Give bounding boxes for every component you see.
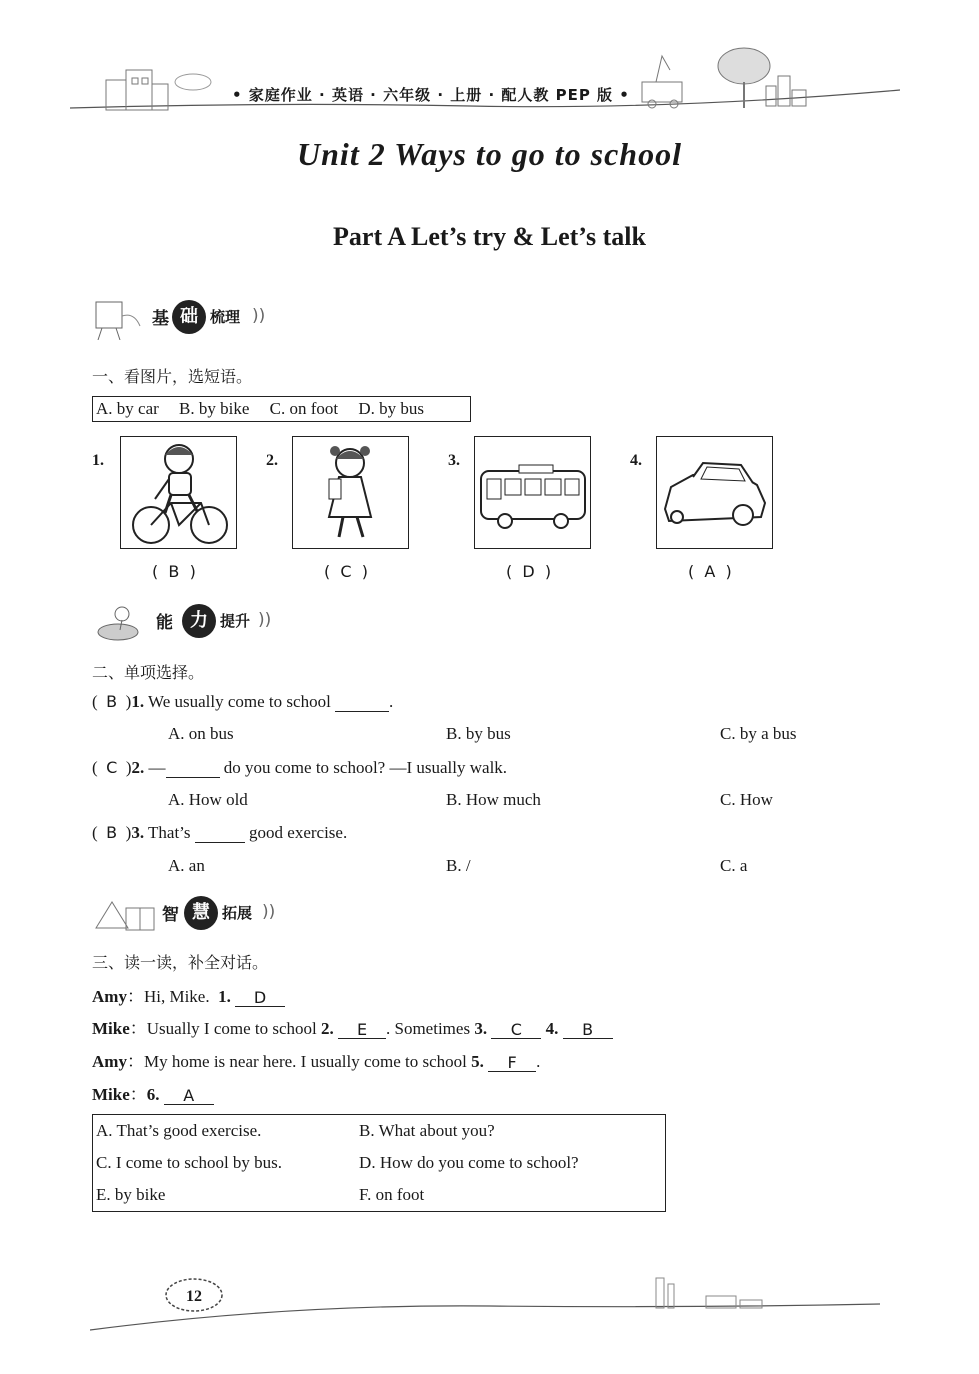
dialogue-line-1: Amy：Hi, Mike. 1. D	[92, 982, 285, 1007]
q1-option-a: A. by car	[96, 399, 159, 418]
dialogue-blank-3: C	[491, 1020, 541, 1039]
section-rest: 梳理	[210, 308, 241, 326]
dialogue-line-2: Mike：Usually I come to school 2. E . Sometimes 3. C 4. B	[92, 1014, 613, 1039]
speaker-mike: Mike	[92, 1085, 130, 1104]
q2-item-3-choice-c: C. a	[720, 856, 748, 875]
blackboard-icon	[92, 296, 142, 340]
q1-option-d: D. by bus	[358, 399, 425, 418]
section-badge-wisdom	[92, 892, 292, 936]
dialogue-line-3: Amy：My home is near here. I usually come to school 5. F .	[92, 1052, 541, 1072]
q3-option-d: D. How do you come to school?	[359, 1153, 579, 1172]
section-char-1: 能	[156, 613, 173, 633]
speaker-amy: Amy	[92, 987, 127, 1006]
q2-item-3: ( B )3. That’s good exercise.	[92, 823, 348, 842]
snail-icon	[92, 600, 148, 644]
q2-item-3-answer: B	[106, 823, 118, 842]
q3-option-f: F. on foot	[359, 1185, 425, 1204]
header-series-title: • 家庭作业 · 英语 · 六年级 · 上册 · 配人教 PEP 版 •	[232, 86, 630, 104]
dialogue-blank-4: B	[563, 1020, 613, 1039]
section-char-2: 慧	[184, 896, 218, 930]
unit-title: Unit 2 Ways to go to school	[297, 136, 682, 172]
q3-option-b: B. What about you?	[359, 1121, 495, 1140]
q3-option-e: E. by bike	[96, 1185, 166, 1204]
bus-picture	[474, 436, 591, 549]
wave-icon: ))	[262, 902, 276, 922]
q1-item-3-number: 3.	[448, 452, 460, 469]
speaker-mike: Mike	[92, 1019, 130, 1038]
q2-item-3-choice-b: B. /	[446, 856, 471, 875]
q3-option-c: C. I come to school by bus.	[96, 1153, 283, 1172]
house-illustration	[98, 62, 228, 114]
section-char-1: 智	[162, 905, 179, 925]
q1-option-b: B. by bike	[179, 399, 250, 418]
q1-item-4-answer: ( A )	[688, 562, 732, 581]
section-rest: 拓展	[222, 904, 253, 922]
section-char-2: 础	[172, 300, 206, 334]
q2-item-1: ( B )1. We usually come to school .	[92, 692, 394, 711]
q3-options-table	[92, 1114, 666, 1212]
section-badge-basic	[92, 296, 282, 340]
q1-item-4-number: 4.	[630, 452, 642, 469]
wave-icon: ))	[252, 306, 266, 326]
section-char-2: 力	[182, 604, 216, 638]
dialogue-blank-6: A	[164, 1086, 214, 1105]
q2-item-1-choice-c: C. by a bus	[720, 724, 797, 743]
tree-and-car-illustration	[636, 46, 816, 110]
q2-item-2-choice-b: B. How much	[446, 790, 541, 809]
page-number: 12	[186, 1288, 202, 1305]
dialogue-blank-5: F	[488, 1053, 536, 1072]
wave-icon: ))	[258, 610, 272, 630]
q2-item-1-choice-b: B. by bus	[446, 724, 511, 743]
girl-walking-picture	[292, 436, 409, 549]
q3-title: 三、读一读，补全对话。	[92, 953, 269, 972]
dialogue-line-4: Mike：6. A	[92, 1080, 214, 1105]
books-icon	[92, 892, 158, 936]
q2-item-2-choice-a: A. How old	[168, 790, 248, 809]
q1-item-1-answer: ( B )	[152, 562, 196, 581]
q2-item-2-choice-c: C. How	[720, 790, 773, 809]
section-badge-ability	[92, 600, 282, 644]
dialogue-blank-2: E	[338, 1020, 386, 1039]
part-title: Part A Let’s try & Let’s talk	[333, 222, 646, 251]
q1-option-c: C. on foot	[269, 399, 339, 418]
q1-options-box	[92, 396, 471, 422]
q2-title: 二、单项选择。	[92, 663, 205, 682]
q3-option-a: A. That’s good exercise.	[96, 1121, 262, 1140]
section-char-1: 基	[152, 309, 169, 329]
section-rest: 提升	[220, 612, 251, 630]
boy-on-bike-picture	[120, 436, 237, 549]
q1-item-2-answer: ( C )	[324, 562, 369, 581]
car-picture	[656, 436, 773, 549]
speaker-amy: Amy	[92, 1052, 127, 1071]
dialogue-blank-1: D	[235, 988, 285, 1007]
q1-title: 一、看图片，选短语。	[92, 367, 253, 386]
q2-item-1-choice-a: A. on bus	[168, 724, 234, 743]
q2-item-2: ( C )2. — do you come to school? —I usually walk.	[92, 758, 508, 777]
q1-item-2-number: 2.	[266, 452, 278, 469]
q2-item-2-answer: C	[106, 758, 118, 777]
q2-item-3-choice-a: A. an	[168, 856, 205, 875]
q1-item-3-answer: ( D )	[506, 562, 552, 581]
q1-item-1-number: 1.	[92, 452, 104, 469]
q2-item-1-answer: B	[106, 692, 118, 711]
